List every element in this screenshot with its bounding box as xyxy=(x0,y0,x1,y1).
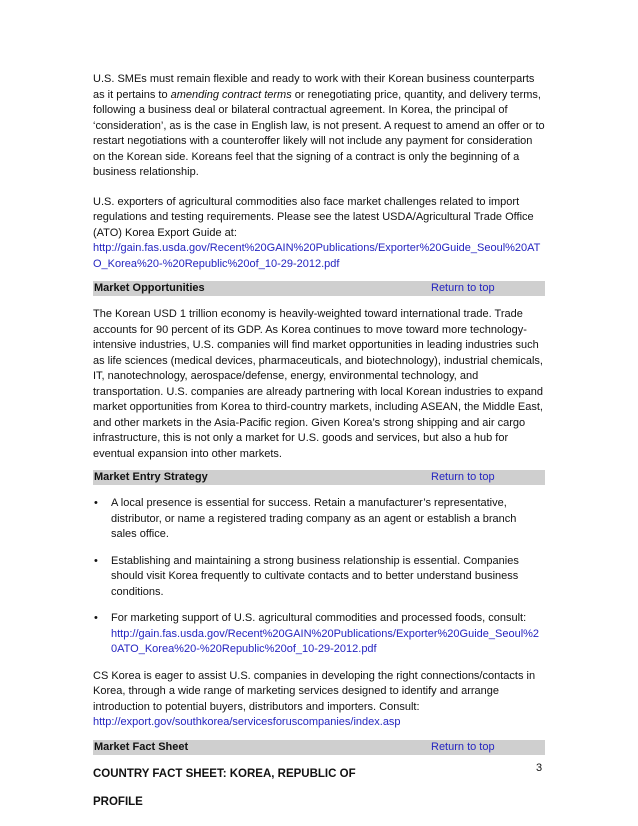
country-fact-sheet-heading: COUNTRY FACT SHEET: KOREA, REPUBLIC OF xyxy=(93,767,356,780)
return-to-top-link[interactable]: Return to top xyxy=(431,471,495,483)
section-bar-market-fact-sheet xyxy=(93,740,545,755)
intro-text-2: U.S. exporters of agricultural commodities also face market challenges related to import regulations and testing requirements. Please see the latest USDA/Agricultural Trade Office (ATO) Korea Export Guide at: xyxy=(93,195,534,239)
cs-korea-text: CS Korea is eager to assist U.S. companies in developing the right connections/contacts in Korea, through a wide range of marketing services designed to identify and arrange introduction to potential buyers, distributors and importers. Consult: xyxy=(93,669,536,713)
list-item xyxy=(93,554,545,601)
return-to-top-link[interactable]: Return to top xyxy=(431,282,495,294)
bullet-icon: • xyxy=(94,612,98,624)
intro-paragraph-2 xyxy=(93,195,545,273)
return-to-top-link[interactable]: Return to top xyxy=(431,740,495,753)
page-content xyxy=(93,72,545,810)
cs-korea-services-link[interactable]: http://export.gov/southkorea/servicesforuscompanies/index.asp xyxy=(93,716,401,728)
bullet-icon: • xyxy=(94,497,98,509)
ato-export-guide-link[interactable]: http://gain.fas.usda.gov/Recent%20GAIN%20Publications/Exporter%20Guide_Seoul%20ATO_Korea%20-%20Republic%20of_10-29-2012.pdf xyxy=(111,627,540,655)
market-opportunities-paragraph: The Korean USD 1 trillion economy is heavily-weighted toward international trade. Trade accounts for 90 percent of its GDP. As Korea continues to move toward more technology-intensive industries, U.S. companies will find market opportunities in leading industries such as life sciences (medical devices, pharmaceuticals, and biotechnology), industrial chemicals, IT, nanotechnology, aerospace/defense, energy, environmental technology, and transportation. U.S. companies are already partnering with local Korean industries to expand market opportunities from Korea to third-country markets, including ASEAN, the Middle East, and other markets in the Asia-Pacific region. Given Korea’s strong shipping and air cargo infrastructure, this is not only a market for U.S. goods and services, but also a hub for eventual expansion into other markets. xyxy=(93,308,544,460)
bullet-icon: • xyxy=(94,554,98,567)
intro-text-b: or renegotiating price, quantity, and delivery terms, following a business deal or bilateral contractual agreement. In Korea, the principal of ‘consideration’, as is the case in English law, is not present. A request to amend an offer or to restart negotiations with a counteroffer likely will not include any payment for consideration on the Korean side. Koreans feel that the signing of a contract is only the beginning of a business relationship. xyxy=(93,88,545,178)
list-item xyxy=(93,496,545,543)
list-item-text: A local presence is essential for success. Retain a manufacturer’s representative, distributor, or name a registered trading company as an agent or establish a branch sales office. xyxy=(111,497,517,540)
section-title-market-opportunities: Market Opportunities xyxy=(94,282,205,294)
section-bar-market-entry-strategy xyxy=(93,470,545,485)
intro-text-a: U.S. SMEs must remain flexible and ready to work with their Korean business counterparts as it pertains to xyxy=(93,73,535,101)
intro-emphasis: amending contract terms xyxy=(170,88,292,101)
profile-heading: PROFILE xyxy=(93,795,143,808)
page-number: 3 xyxy=(536,762,543,774)
entry-strategy-list xyxy=(93,496,545,658)
cs-korea-paragraph xyxy=(93,669,545,731)
list-item-text: For marketing support of U.S. agricultural commodities and processed foods, consult: xyxy=(111,612,527,624)
section-title-market-fact-sheet: Market Fact Sheet xyxy=(94,740,189,753)
ato-export-guide-link[interactable]: http://gain.fas.usda.gov/Recent%20GAIN%20Publications/Exporter%20Guide_Seoul%20ATO_Korea%20-%20Republic%20of_10-29-2012.pdf xyxy=(93,242,541,270)
section-title-market-entry-strategy: Market Entry Strategy xyxy=(94,471,208,483)
list-item xyxy=(93,611,545,658)
list-item-text: Establishing and maintaining a strong business relationship is essential. Companies should visit Korea frequently to cultivate contacts and to better understand business conditions. xyxy=(111,554,519,598)
section-bar-market-opportunities xyxy=(93,281,545,296)
intro-paragraph-1 xyxy=(93,72,545,181)
